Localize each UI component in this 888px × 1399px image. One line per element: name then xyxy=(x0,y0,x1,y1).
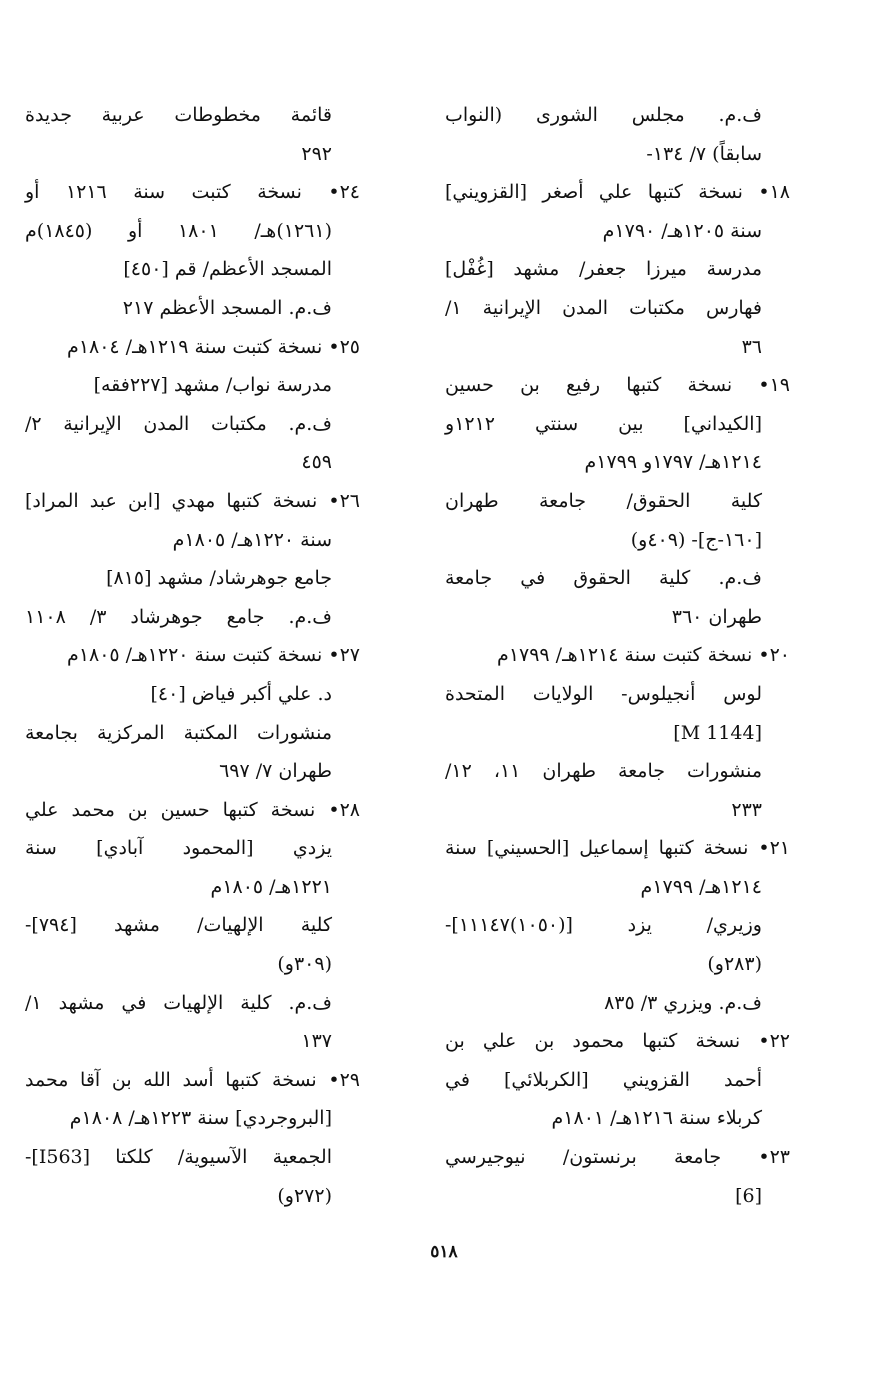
text-line: ٢٥• نسخة كتبت سنة ١٢١٩هـ/ ١٨٠٤م xyxy=(67,335,360,358)
text-line: ١٢١٤هـ/ ١٧٩٧و ١٧٩٩م xyxy=(584,451,762,474)
text-line: ٢٤• نسخة كتبت سنة ١٢١٦ أو xyxy=(25,181,360,204)
page-number: ٥١٨ xyxy=(430,1242,458,1262)
text-line: [الكيداني] بين سنتي ١٢١٢و xyxy=(445,412,762,435)
text-line: [6] xyxy=(735,1184,762,1207)
right-column xyxy=(445,96,790,1215)
text-line: ٢٠• نسخة كتبت سنة ١٢١٤هـ/ ١٧٩٩م xyxy=(497,644,790,667)
text-line: فهارس مكتبات المدن الإيرانية ١/ xyxy=(445,296,762,319)
text-line: ٢٣• جامعة برنستون/ نيوجيرسي xyxy=(445,1146,790,1169)
text-line: [M 1144] xyxy=(673,721,762,744)
text-line: ٢١• نسخة كتبها إسماعيل [الحسيني] سنة xyxy=(445,837,790,860)
text-line: طهران ٣٦٠ xyxy=(671,605,762,628)
text-line: منشورات المكتبة المركزية بجامعة xyxy=(25,721,332,744)
text-line: ٢٣٣ xyxy=(731,798,762,821)
text-line: (٣٠٩و) xyxy=(277,953,332,976)
text-line: سنة ١٢٠٥هـ/ ١٧٩٠م xyxy=(602,219,762,242)
text-line: أحمد القزويني [الكربلائي] في xyxy=(445,1068,762,1091)
text-line: كلية الإلهيات/ مشهد [٧٩٤]- xyxy=(25,914,332,937)
text-line: سابقاً) ٧/ ١٣٤- xyxy=(646,142,762,165)
text-line: ف.م. جامع جوهرشاد ٣/ ١١٠٨ xyxy=(25,605,332,628)
left-column xyxy=(25,96,360,1215)
text-line: ف.م. مجلس الشورى (النواب xyxy=(445,104,762,126)
text-line: المسجد الأعظم/ قم [٤٥٠] xyxy=(123,258,332,281)
text-line: ٢٨• نسخة كتبها حسين بن محمد علي xyxy=(25,798,360,821)
text-line: منشورات جامعة طهران ١١، ١٢/ xyxy=(445,760,763,783)
text-line: الجمعية الآسيوية/ كلكتا [I563]- xyxy=(25,1146,332,1169)
text-line: ٢٩• نسخة كتبها أسد الله بن آقا محمد xyxy=(25,1068,360,1091)
text-line: مدرسة ميرزا جعفر/ مشهد [غُفْل] xyxy=(445,258,762,281)
text-line: ٣٦ xyxy=(741,335,762,358)
text-line: ٢٦• نسخة كتبها مهدي [ابن عبد المراد] xyxy=(25,489,360,512)
text-line: ٤٥٩ xyxy=(301,451,332,474)
text-line: يزدي [المحمود آبادي] سنة xyxy=(25,837,332,860)
text-line: ف.م. مكتبات المدن الإيرانية ٢/ xyxy=(25,412,332,435)
text-line: طهران ٧/ ٦٩٧ xyxy=(219,760,332,783)
text-line: ١٢٢١هـ/ ١٨٠٥م xyxy=(210,875,332,898)
text-line: ف.م. ويزري ٣/ ٨٣٥ xyxy=(604,991,762,1014)
text-line: كلية الحقوق/ جامعة طهران xyxy=(445,489,762,512)
text-line: ف.م. كلية الإلهيات في مشهد ١/ xyxy=(25,991,332,1014)
text-line: [١٦٠-ج]- (٤٠٩و) xyxy=(630,528,762,551)
text-line: (٢٨٣و) xyxy=(707,953,762,976)
text-line: ف.م. المسجد الأعظم ٢١٧ xyxy=(122,296,332,319)
text-line: قائمة مخطوطات عربية جديدة xyxy=(25,104,332,126)
text-line: ف.م. كلية الحقوق في جامعة xyxy=(445,567,762,590)
text-line: مدرسة نواب/ مشهد [٢٢٧فقه] xyxy=(93,374,332,397)
text-line: (٢٧٢و) xyxy=(277,1184,332,1207)
text-line: وزيري/ يزد [(١٠٥٠)١١١٤٧]- xyxy=(445,914,762,937)
text-line: ٢٧• نسخة كتبت سنة ١٢٢٠هـ/ ١٨٠٥م xyxy=(67,644,360,667)
text-line: لوس أنجيلوس- الولايات المتحدة xyxy=(445,682,762,705)
text-line: [البروجردي] سنة ١٢٢٣هـ/ ١٨٠٨م xyxy=(69,1107,332,1130)
text-line: ٢٩٢ xyxy=(301,142,332,165)
text-line: جامع جوهرشاد/ مشهد [٨١٥] xyxy=(106,567,332,590)
text-line: سنة ١٢٢٠هـ/ ١٨٠٥م xyxy=(172,528,332,551)
text-line: ١٩• نسخة كتبها رفيع بن حسين xyxy=(445,374,790,397)
text-line: ١٢١٤هـ/ ١٧٩٩م xyxy=(640,875,762,898)
text-line: (١٢٦١)هـ/ ١٨٠١ أو (١٨٤٥)م xyxy=(25,219,332,242)
text-line: د. علي أكبر فياض [٤٠] xyxy=(150,682,332,705)
text-line: ١٨• نسخة كتبها علي أصغر [القزويني] xyxy=(445,181,790,204)
text-line: ١٣٧ xyxy=(301,1030,332,1053)
text-line: ٢٢• نسخة كتبها محمود بن علي بن xyxy=(445,1030,790,1053)
text-line: كربلاء سنة ١٢١٦هـ/ ١٨٠١م xyxy=(551,1107,762,1130)
